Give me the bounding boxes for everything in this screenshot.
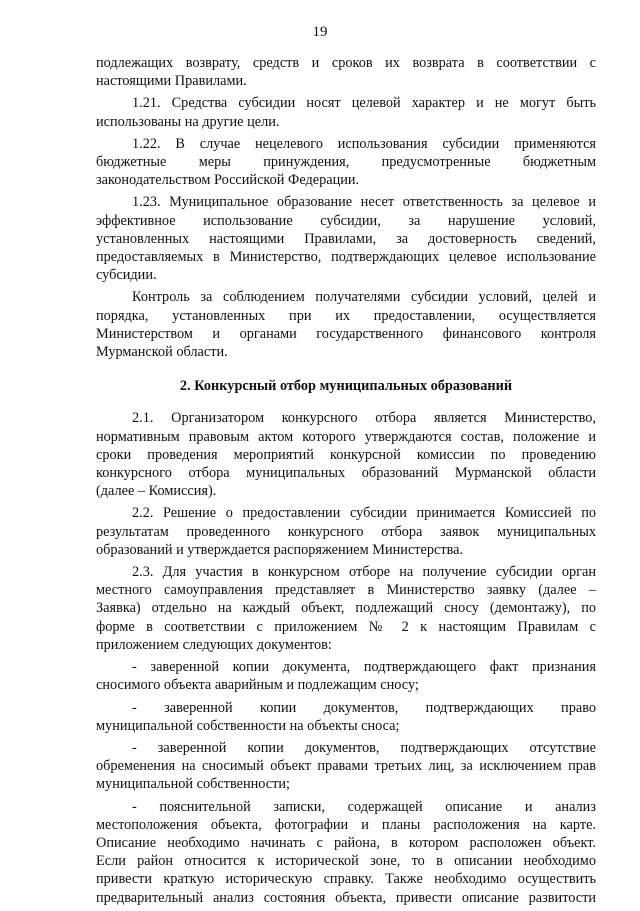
text-line: форме в соответствии с приложением № 2 к настоящим Правилам с	[96, 618, 596, 635]
text-line: Заявка) отдельно на каждый объект, подлежащий сносу (демонтажу), по	[96, 600, 596, 617]
text-line: подлежащих возврату, средств и сроков их возврата в соответствии с	[96, 55, 596, 71]
text-line: результатам проведенного конкурсного отбора заявок муниципальных	[96, 523, 596, 540]
text-line: Мурманской области.	[96, 344, 228, 361]
text-line: использованы на другие цели.	[96, 113, 280, 130]
text-line: предварительный анализ состояния объекта, привести описание развитости	[96, 889, 596, 906]
pre-section-text	[96, 54, 596, 361]
text-line: 2.1. Организатором конкурсного отбора является Министерство,	[132, 410, 596, 427]
paragraph	[96, 504, 596, 559]
text-line: приложением следующих документов:	[96, 636, 332, 653]
text-line: законодательством Российской Федерации.	[96, 172, 360, 189]
text-line: - заверенной копии документа, подтверждающего факт признания	[132, 659, 596, 676]
text-line: Министерством и органами государственного финансового контроля	[96, 325, 596, 342]
text-line: 2.2. Решение о предоставлении субсидии принимается Комиссией по	[132, 505, 596, 522]
paragraph	[96, 739, 596, 794]
paragraph	[96, 699, 596, 735]
text-line: порядка, установленных при их предоставлении, осуществляется	[96, 307, 596, 324]
paragraph	[96, 409, 596, 500]
paragraph	[96, 135, 596, 190]
text-line: Контроль за соблюдением получателями субсидии условий, целей и	[132, 289, 596, 306]
text-line: обременения на сносимый объект правами третьих лиц, за исключением прав	[96, 758, 596, 775]
text-line: 1.22. В случае нецелевого использования субсидии применяются	[132, 135, 596, 152]
section-body-text	[96, 409, 596, 906]
text-line: муниципальной собственности;	[96, 776, 290, 793]
text-line: конкурсного отбора муниципальных образований Мурманской области	[96, 465, 596, 482]
page-number: 19	[312, 24, 328, 40]
text-line: (далее – Комиссия).	[96, 483, 217, 500]
text-line: местного самоуправления представляет в Министерство заявку (далее –	[96, 582, 596, 599]
text-line: - пояснительной записки, содержащей описание и анализ	[132, 798, 596, 815]
text-line: 1.21. Средства субсидии носят целевой характер и не могут быть	[132, 95, 596, 112]
document-body	[96, 54, 596, 911]
text-line: 2.3. Для участия в конкурсном отборе на получение субсидии орган	[132, 564, 596, 581]
text-line: местоположения объекта, фотографии и планы расположения на карте.	[96, 816, 596, 833]
text-line: муниципальной собственности на объекты сноса;	[96, 717, 400, 734]
paragraph	[96, 563, 596, 654]
text-line: 1.23. Муниципальное образование несет ответственность за целевое и	[132, 194, 596, 211]
text-line: сносимого объекта аварийным и подлежащим сносу;	[96, 677, 419, 694]
paragraph	[96, 193, 596, 284]
paragraph	[96, 54, 596, 90]
paragraph	[96, 288, 596, 361]
text-line: предоставляемых в Министерство, подтверждающих целевое использование	[96, 249, 596, 266]
text-line: - заверенной копии документов, подтверждающих отсутствие	[132, 739, 596, 756]
paragraph	[96, 658, 596, 694]
text-line: настоящими Правилами.	[96, 73, 247, 90]
text-line: Описание необходимо начинать с района, в котором расположен объект.	[96, 834, 596, 851]
text-line: нормативным правовым актом которого утверждаются состав, положение и	[96, 428, 596, 445]
text-line: привести краткую историческую справку. Также необходимо осуществить	[96, 871, 596, 888]
text-line: Если район относится к исторической зоне, то в описании необходимо	[96, 853, 596, 870]
text-line: образований и утверждается распоряжением Министерства.	[96, 541, 464, 558]
text-line: бюджетные меры принуждения, предусмотренные бюджетным	[96, 154, 596, 171]
text-line: субсидии.	[96, 267, 157, 284]
text-line: установленных настоящими Правилами, за достоверность сведений,	[96, 230, 596, 247]
section-heading: 2. Конкурсный отбор муниципальных образований	[179, 378, 513, 395]
text-line: эффективное использование субсидии, за нарушение условий,	[96, 212, 596, 229]
paragraph	[96, 94, 596, 130]
text-line: - заверенной копии документов, подтверждающих право	[132, 699, 596, 716]
paragraph	[96, 798, 596, 907]
text-line: сроки проведения мероприятий конкурсной комиссии по проведению	[96, 446, 596, 463]
